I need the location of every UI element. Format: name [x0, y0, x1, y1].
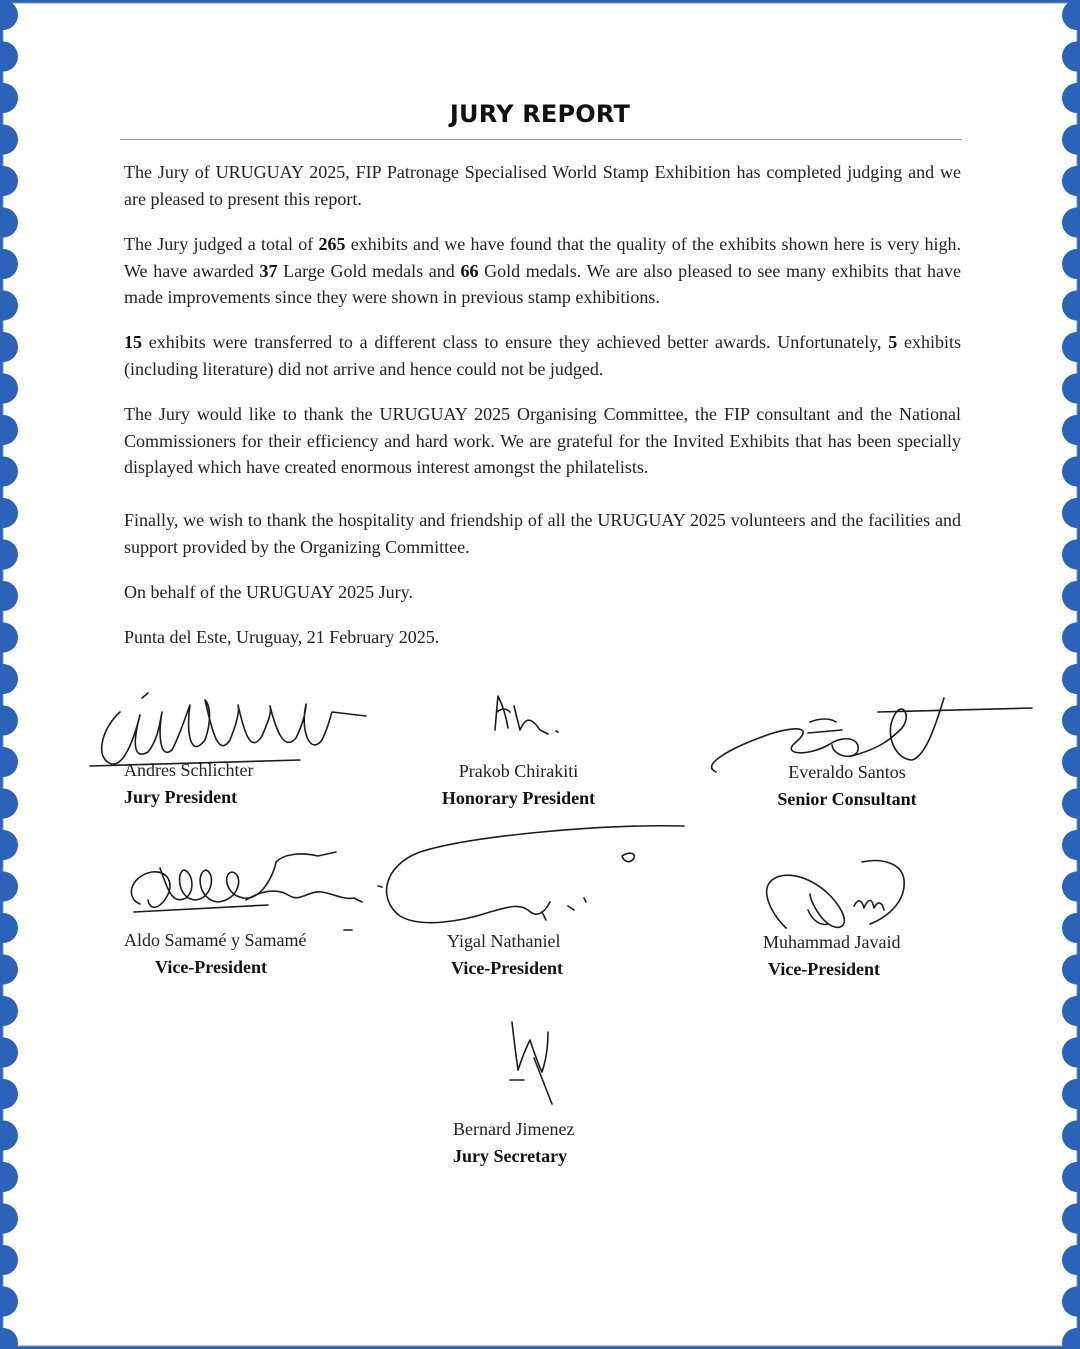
gold-count: 66	[460, 260, 479, 281]
paragraph-on-behalf: On behalf of the URUGUAY 2025 Jury.	[124, 582, 413, 602]
signature-schlichter	[90, 693, 366, 766]
signatory-role: Vice-President	[768, 959, 880, 979]
large-gold-count: 37	[259, 260, 278, 281]
signatory-vice-president-2	[447, 928, 563, 982]
signatory-role: Jury President	[124, 787, 238, 807]
signature-jimenez	[510, 1022, 552, 1104]
signatory-name: Andres Schlichter	[124, 760, 254, 780]
signatory-name: Bernard Jimenez	[453, 1119, 575, 1139]
title-divider	[120, 139, 962, 140]
signature-nathaniel	[387, 826, 684, 923]
paragraph-transfers: 15 exhibits were transferred to a different class to ensure they achieved better awards. Unfortunately, 5 exhibits (including literature) did not arrive and hence could not be judged.	[124, 332, 961, 379]
signatory-role: Vice-President	[155, 957, 267, 977]
paragraph-thanks-volunteers: Finally, we wish to thank the hospitality and friendship of all the URUGUAY 2025 volunteers and the facilities and support provided by the Organizing Committee.	[124, 510, 961, 557]
signatory-name: Prakob Chirakiti	[458, 761, 579, 781]
signatory-role: Senior Consultant	[777, 789, 917, 809]
signatory-role: Jury Secretary	[453, 1146, 568, 1166]
signatory-senior-consultant	[768, 759, 926, 813]
signatory-jury-president	[124, 757, 253, 811]
total-exhibits-count: 265	[318, 234, 346, 254]
missing-count: 5	[888, 332, 898, 352]
signatory-vice-president-1	[124, 927, 306, 981]
signatory-vice-president-3	[763, 929, 900, 983]
signatory-role: Vice-President	[451, 958, 563, 978]
signatory-role: Honorary President	[441, 788, 596, 808]
place-and-date: Punta del Este, Uruguay, 21 February 2025.	[124, 627, 440, 647]
signatory-name: Aldo Samamé y Samamé	[124, 930, 307, 950]
paragraph-results: The Jury judged a total of 265 exhibits and we have found that the quality of the exhibits shown here is very high. We have awarded 37 Large Gold medals and 66 Gold medals. We are also pleased to see many exhibits that have made improvements since they were shown in previous stamp exhibitions.	[124, 234, 961, 307]
signature-samame	[131, 852, 382, 930]
signature-javaid	[767, 861, 904, 928]
signature-chirakiti	[495, 696, 558, 734]
signatory-name: Muhammad Javaid	[763, 932, 901, 952]
paragraph-intro: The Jury of URUGUAY 2025, FIP Patronage Specialised World Stamp Exhibition has completed judging and we are pleased to present this report.	[124, 162, 961, 209]
transferred-count: 15	[124, 332, 142, 352]
signatory-jury-secretary	[453, 1116, 574, 1170]
paragraph-thanks-committee: The Jury would like to thank the URUGUAY 2025 Organising Committee, the FIP consultant and the National Commissioners for their efficiency and hard work. We are grateful for the Invited Exhibits that has been specially displayed which have created enormous interest amongst the philatelists.	[124, 404, 961, 477]
signatory-name: Yigal Nathaniel	[447, 931, 561, 951]
signatory-name: Everaldo Santos	[788, 762, 906, 782]
page-title: JURY REPORT	[449, 100, 631, 128]
signatory-honorary-president	[431, 758, 606, 812]
